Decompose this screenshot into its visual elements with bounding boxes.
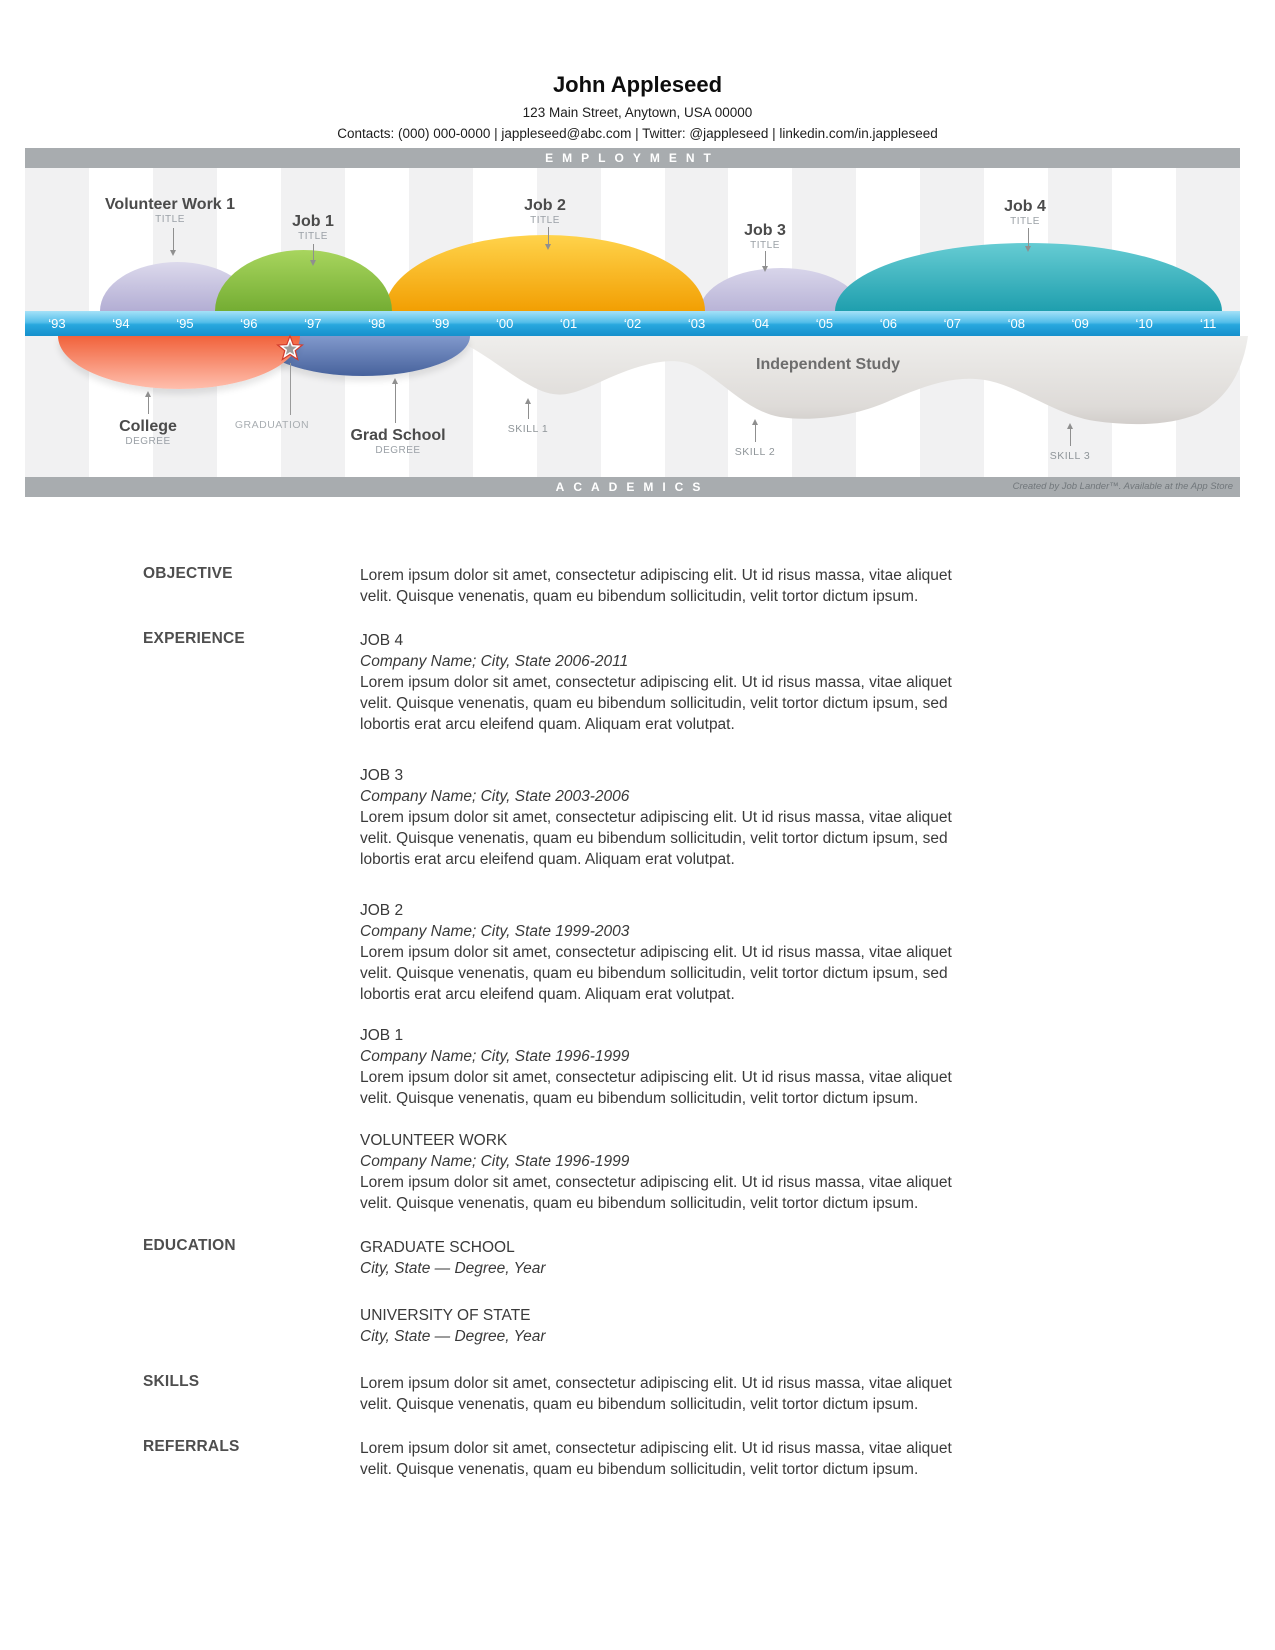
job-company: Company Name; City, State 2003-2006 [360, 788, 630, 805]
job-company: Company Name; City, State 2006-2011 [360, 653, 629, 670]
year-tick: ‘11 [1199, 316, 1217, 331]
year-tick: ‘97 [304, 316, 322, 331]
arrow-down-icon [310, 244, 316, 266]
academics-band [25, 477, 1240, 497]
job-company: Company Name; City, State 1996-1999 [360, 1153, 630, 1170]
job-title: JOB 3 [360, 767, 404, 784]
label-graduation: GRADUATION [234, 419, 310, 431]
year-tick: ‘09 [1071, 316, 1089, 331]
graduation-pointer-line [290, 363, 291, 415]
paragraph-line: lobortis erat arcu eleifend quam. Aliquam erat volutpat. [360, 986, 735, 1003]
employment-band-label: EMPLOYMENT [545, 151, 720, 165]
label-volunteer-work-1: Volunteer Work 1 TITLE [104, 196, 236, 225]
paragraph-line: lobortis erat arcu eleifend quam. Aliquam erat volutpat. [360, 851, 735, 868]
job-title: JOB 4 [360, 632, 404, 649]
school-detail: City, State — Degree, Year [360, 1328, 546, 1345]
paragraph-line: Lorem ipsum dolor sit amet, consectetur adipiscing elit. Ut id risus massa, vitae aliquet [360, 809, 952, 826]
section-heading: EXPERIENCE [143, 630, 245, 647]
paragraph-line: velit. Quisque venenatis, quam eu bibendum sollicitudin, velit tortor dictum ipsum. [360, 1195, 919, 1212]
school-name: UNIVERSITY OF STATE [360, 1307, 531, 1324]
year-tick: ‘10 [1135, 316, 1153, 331]
paragraph-line: Lorem ipsum dolor sit amet, consectetur adipiscing elit. Ut id risus massa, vitae aliquet [360, 944, 952, 961]
paragraph-line: Lorem ipsum dolor sit amet, consectetur adipiscing elit. Ut id risus massa, vitae aliquet [360, 1375, 952, 1392]
academics-band-label: ACADEMICS [555, 480, 710, 494]
paragraph-line: lobortis erat arcu eleifend quam. Aliquam erat volutpat. [360, 716, 735, 733]
experience-entry [360, 900, 1080, 1005]
experience-entry [360, 1130, 1080, 1214]
job-title: JOB 2 [360, 902, 404, 919]
employment-band [25, 148, 1240, 168]
address-line: 123 Main Street, Anytown, USA 00000 [522, 105, 753, 120]
year-tick: ‘06 [879, 316, 898, 331]
graduation-star-icon [275, 334, 305, 364]
paragraph-line: velit. Quisque venenatis, quam eu bibendum sollicitudin, velit tortor dictum ipsum, sed [360, 965, 948, 982]
app-credit: Created by Job Lander™. Available at the App Store [1012, 481, 1233, 492]
paragraph-line: velit. Quisque venenatis, quam eu bibendum sollicitudin, velit tortor dictum ipsum. [360, 1461, 919, 1478]
arrow-up-icon [752, 419, 758, 442]
year-tick: ‘96 [240, 316, 258, 331]
year-tick: ‘00 [495, 316, 514, 331]
label-job-3: Job 3 TITLE [744, 222, 786, 251]
year-tick: ‘05 [815, 316, 834, 331]
school-name: GRADUATE SCHOOL [360, 1239, 515, 1256]
label-job-2: Job 2 TITLE [524, 197, 566, 226]
paragraph-line: velit. Quisque venenatis, quam eu bibendum sollicitudin, velit tortor dictum ipsum. [360, 1090, 919, 1107]
year-tick: ‘01 [559, 316, 578, 331]
paragraph-line: Lorem ipsum dolor sit amet, consectetur adipiscing elit. Ut id risus massa, vitae aliquet [360, 1069, 952, 1086]
year-tick: ‘99 [432, 316, 450, 331]
label-independent-study: Independent Study [756, 356, 900, 373]
label-skill-2: SKILL 2 [734, 446, 776, 458]
section-experience [143, 630, 1133, 1240]
independent-study-blob [420, 336, 1252, 428]
arrow-down-icon [1025, 228, 1031, 252]
paragraph-line: Lorem ipsum dolor sit amet, consectetur adipiscing elit. Ut id risus massa, vitae aliquet [360, 567, 952, 584]
career-timeline [25, 148, 1240, 497]
arrow-up-icon [1067, 423, 1073, 446]
arrow-up-icon [145, 391, 151, 414]
label-skill-3: SKILL 3 [1049, 450, 1091, 462]
label-skill-1: SKILL 1 [507, 423, 549, 435]
section-heading: OBJECTIVE [143, 565, 233, 582]
label-job-1: Job 1 TITLE [292, 213, 334, 242]
paragraph-line: velit. Quisque venenatis, quam eu bibendum sollicitudin, velit tortor dictum ipsum, sed [360, 695, 948, 712]
job-title: VOLUNTEER WORK [360, 1132, 508, 1149]
section-education [143, 1237, 1133, 1357]
arrow-down-icon [545, 227, 551, 250]
section-heading: SKILLS [143, 1373, 200, 1390]
label-job-4: Job 4 TITLE [1004, 198, 1046, 227]
year-tick: ‘02 [623, 316, 642, 331]
year-tick: ‘07 [943, 316, 961, 331]
arrow-down-icon [170, 228, 176, 256]
year-tick: ‘98 [368, 316, 386, 331]
paragraph-line: Lorem ipsum dolor sit amet, consectetur adipiscing elit. Ut id risus massa, vitae aliquet [360, 1440, 952, 1457]
header [0, 72, 1275, 141]
experience-entry [360, 1025, 1080, 1109]
job-company: Company Name; City, State 1999-2003 [360, 923, 630, 940]
paragraph-line: Lorem ipsum dolor sit amet, consectetur adipiscing elit. Ut id risus massa, vitae aliquet [360, 674, 952, 691]
paragraph-line: velit. Quisque venenatis, quam eu bibendum sollicitudin, velit tortor dictum ipsum, sed [360, 830, 948, 847]
education-entry [360, 1305, 1080, 1347]
section-heading: EDUCATION [143, 1237, 236, 1254]
year-tick: ‘93 [48, 316, 66, 331]
experience-entry [360, 765, 1080, 870]
year-tick: ‘94 [112, 316, 130, 331]
label-grad-school: Grad School DEGREE [350, 427, 446, 456]
school-detail: City, State — Degree, Year [360, 1260, 546, 1277]
year-tick: ‘95 [176, 316, 194, 331]
arrow-down-icon [762, 251, 768, 272]
section-heading: REFERRALS [143, 1438, 240, 1455]
year-tick: ‘04 [751, 316, 770, 331]
contacts-line: Contacts: (000) 000-0000 | jappleseed@abc.com | Twitter: @jappleseed | linkedin.com/in.jappleseed [337, 126, 938, 141]
person-name: John Appleseed [552, 72, 723, 97]
year-tick: ‘08 [1007, 316, 1025, 331]
year-axis [25, 311, 1240, 336]
job-title: JOB 1 [360, 1027, 404, 1044]
experience-entry [360, 630, 1080, 735]
education-entry [360, 1237, 1080, 1279]
label-college: College DEGREE [119, 418, 177, 447]
job-company: Company Name; City, State 1996-1999 [360, 1048, 630, 1065]
paragraph-line: velit. Quisque venenatis, quam eu bibendum sollicitudin, velit tortor dictum ipsum. [360, 1396, 919, 1413]
arrow-up-icon [525, 398, 531, 419]
paragraph-line: Lorem ipsum dolor sit amet, consectetur adipiscing elit. Ut id risus massa, vitae aliquet [360, 1174, 952, 1191]
paragraph-line: velit. Quisque venenatis, quam eu bibendum sollicitudin, velit tortor dictum ipsum. [360, 588, 919, 605]
year-tick: ‘03 [687, 316, 706, 331]
arrow-up-icon [392, 378, 398, 423]
